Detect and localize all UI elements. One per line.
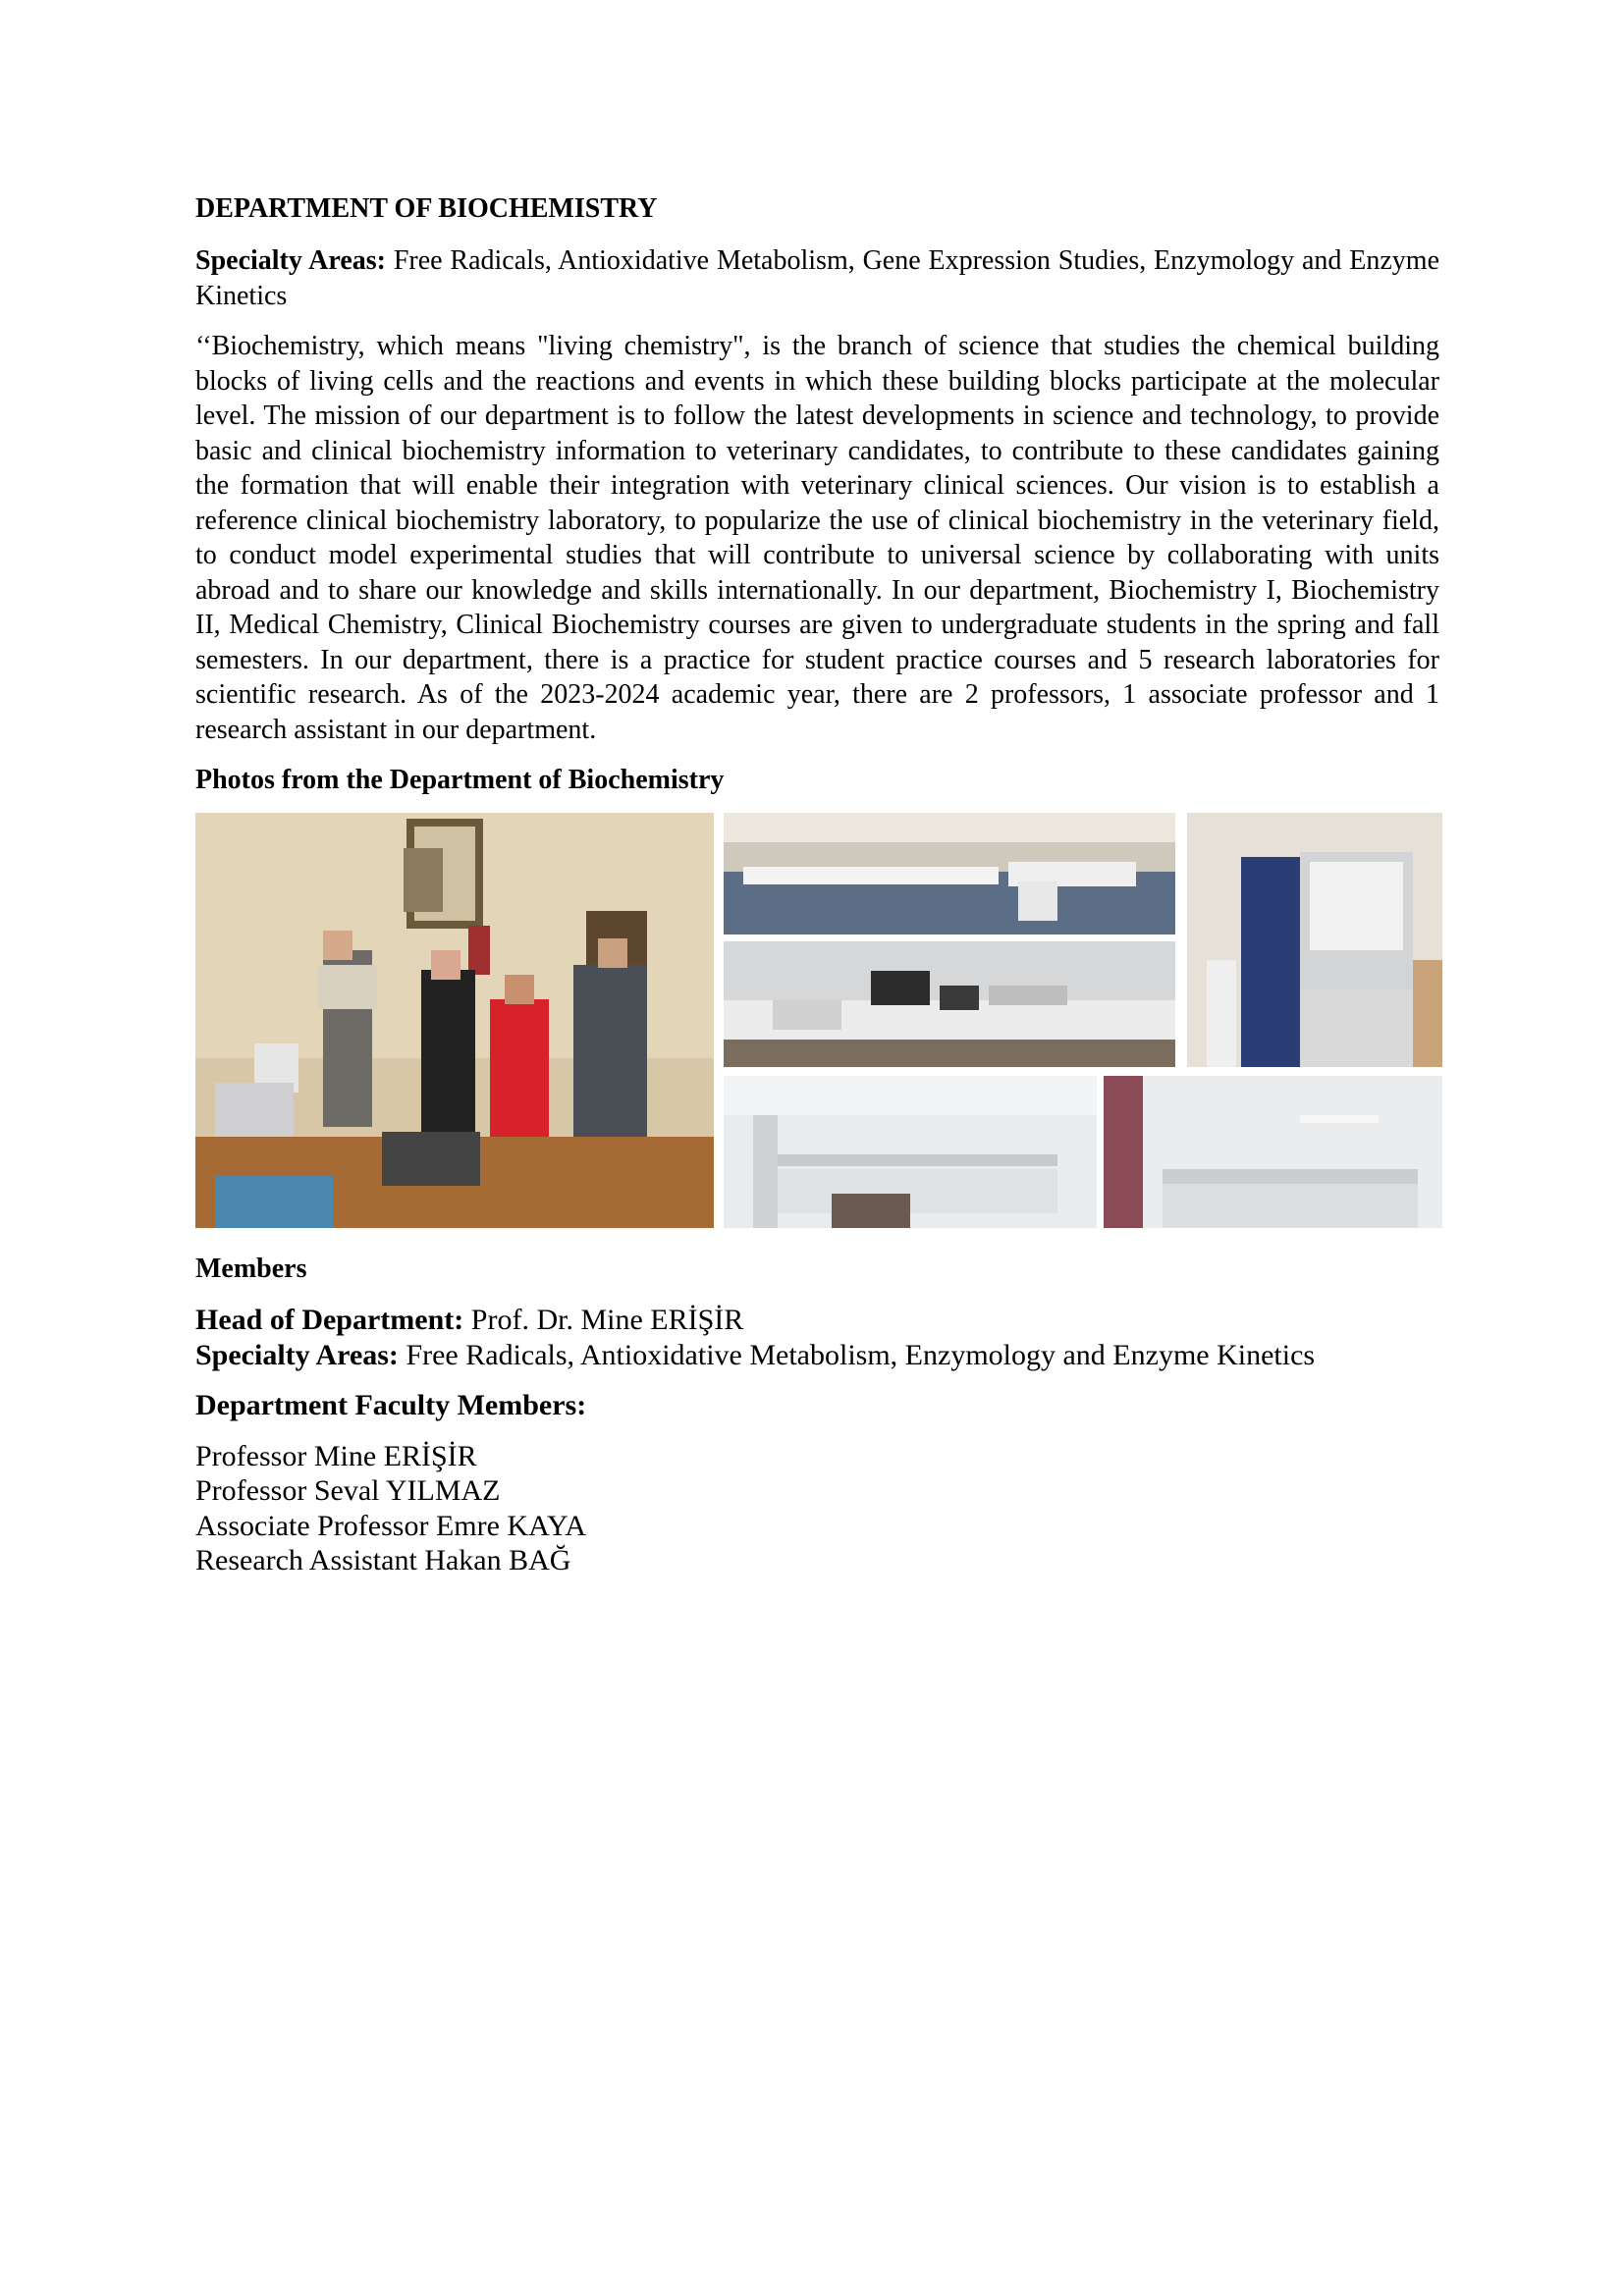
lab-photo-room-1 <box>724 1076 1097 1228</box>
lab-photo-benches <box>724 813 1175 934</box>
intro-paragraph: ‘‘Biochemistry, which means "living chemistry", is the branch of science that studies the chemical building blocks of living cells and the reactions and events in which these building blocks participate at the molecular level. The mission of our department is to follow the latest developments in science and technology, to provide basic and clinical biochemistry information to veterinary candidates, to contribute to these candidates gaining the formation that will enable their integration with veterinary clinical sciences. Our vision is to establish a reference clinical biochemistry laboratory, to popularize the use of clinical biochemistry in the veterinary field, to conduct model experimental studies that will contribute to universal science by collaborating with units abroad and to share our knowledge and skills internationally. In our department, Biochemistry I, Biochemistry II, Medical Chemistry, Clinical Biochemistry courses are given to undergraduate students in the spring and fall semesters. In our department, there is a practice for student practice courses and 5 research laboratories for scientific research. As of the 2023-2024 academic year, there are 2 professors, 1 associate professor and 1 research assistant in our department. <box>195 331 1439 745</box>
members-heading: Members <box>195 1253 307 1284</box>
faculty-member: Professor Mine ERİŞİR <box>195 1439 477 1472</box>
head-specialty <box>195 1338 1439 1373</box>
head-of-department-block <box>195 1303 1439 1372</box>
lab-photo-cabinet <box>1187 813 1442 1067</box>
photo-collage <box>195 813 1442 1228</box>
faculty-member: Associate Professor Emre KAYA <box>195 1509 586 1542</box>
faculty-member: Professor Seval YILMAZ <box>195 1474 501 1507</box>
head-specialty-label: Specialty Areas: <box>195 1338 399 1371</box>
document-page <box>195 192 1439 1578</box>
lab-photo-room-2 <box>1104 1076 1442 1228</box>
lab-photo-instruments <box>724 941 1175 1067</box>
group-photo <box>195 813 714 1228</box>
head-label: Head of Department: <box>195 1304 464 1336</box>
head-of-department <box>195 1303 1439 1338</box>
photos-heading: Photos from the Department of Biochemistry <box>195 765 725 795</box>
head-specialty-text: Free Radicals, Antioxidative Metabolism, Enzymology and Enzyme Kinetics <box>398 1338 1316 1371</box>
head-name: Prof. Dr. Mine ERİŞİR <box>463 1304 744 1336</box>
specialty-label: Specialty Areas: <box>195 245 386 276</box>
faculty-list <box>195 1439 1439 1578</box>
specialty-text: Free Radicals, Antioxidative Metabolism, Gene Expression Studies, Enzymology and Enzyme Kinetics <box>195 245 1439 311</box>
specialty-areas <box>195 243 1439 313</box>
faculty-member: Research Assistant Hakan BAĞ <box>195 1544 571 1576</box>
page-title: DEPARTMENT OF BIOCHEMISTRY <box>195 193 658 224</box>
faculty-heading: Department Faculty Members: <box>195 1389 587 1421</box>
